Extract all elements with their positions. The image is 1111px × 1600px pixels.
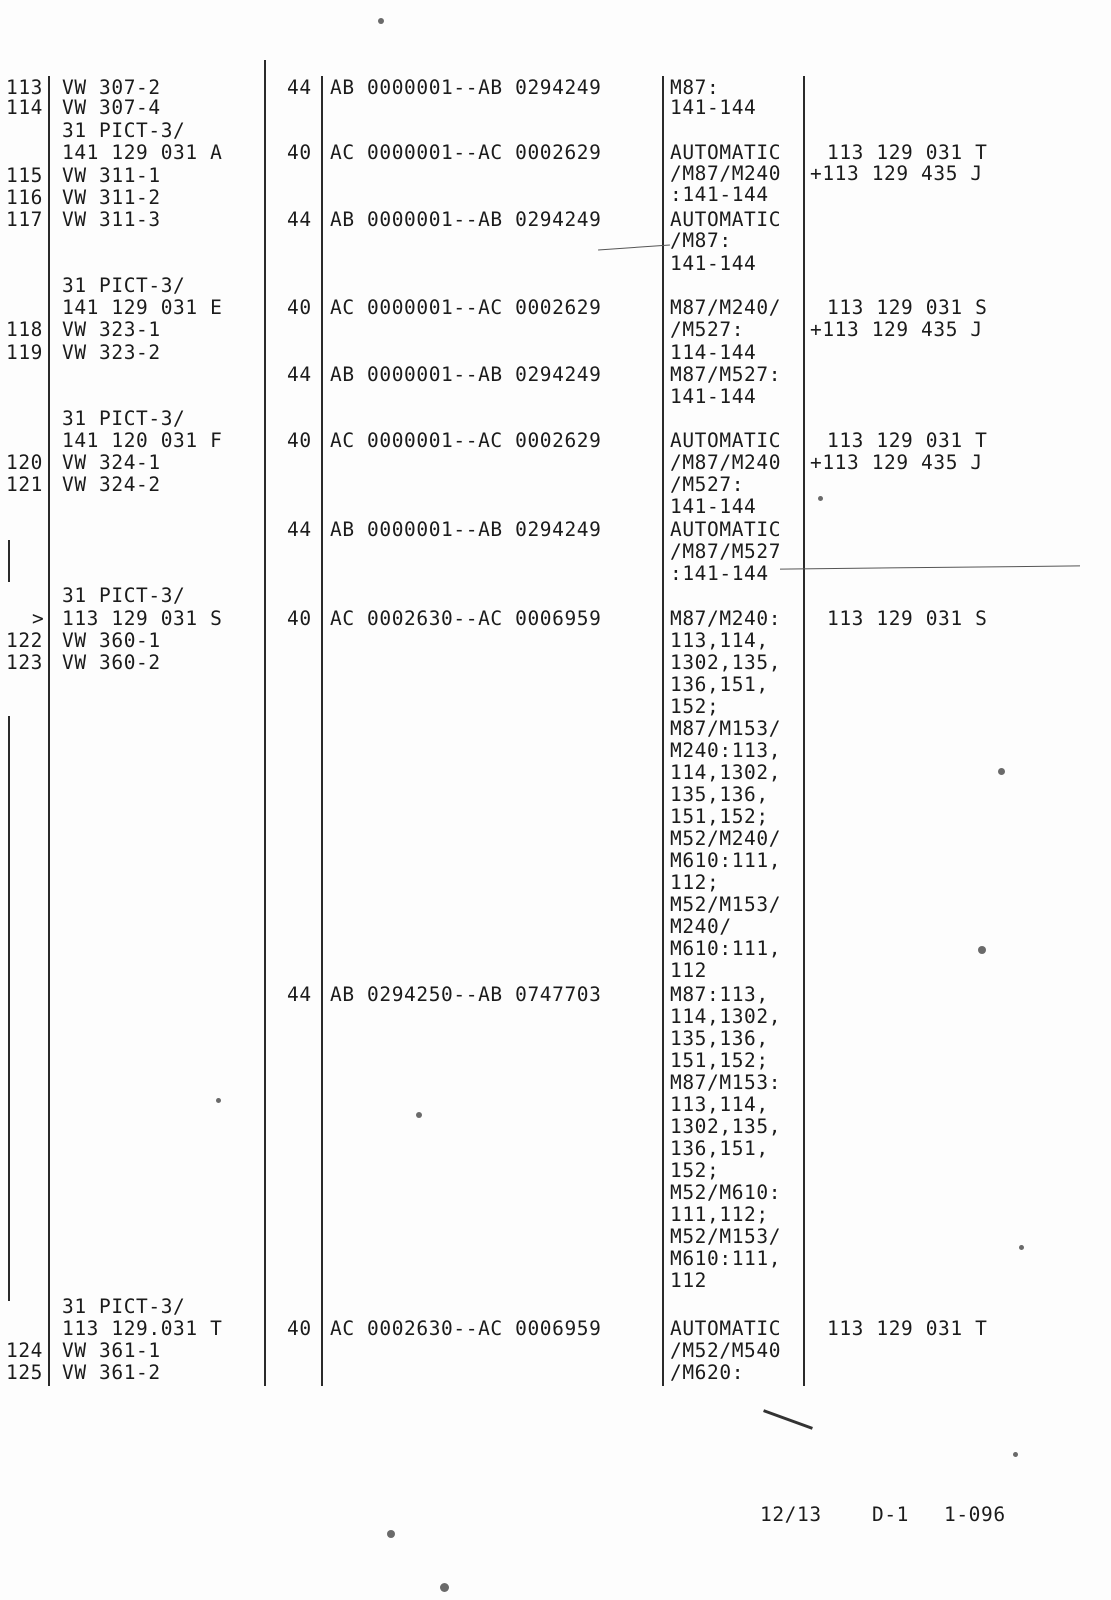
speck (378, 18, 384, 24)
application: M87/M153/ (670, 717, 782, 740)
application: :141-144 (670, 183, 769, 206)
application: 113,114, (670, 1093, 769, 1116)
application: 136,151, (670, 1137, 769, 1160)
application: /M87/M527 (670, 540, 782, 563)
model-code: VW 324-1 (62, 451, 161, 474)
application: M52/M610: (670, 1181, 782, 1204)
reference: 113 129 031 T (827, 141, 988, 164)
application: M610:111, (670, 937, 782, 960)
application: /M87: (670, 229, 732, 252)
margin-bar-1 (8, 540, 10, 582)
speck (1013, 1452, 1018, 1457)
application: 141-144 (670, 385, 757, 408)
application: 112 (670, 1269, 708, 1292)
speck (978, 946, 986, 954)
application: /M527: (670, 473, 745, 496)
reference: +113 129 435 J (810, 451, 983, 474)
part-number: 141 120 031 F (62, 429, 223, 452)
serial-range: AB 0000001--AB 0294249 (330, 208, 602, 231)
application: /M52/M540 (670, 1339, 782, 1362)
quantity: 40 (287, 296, 312, 319)
row-number: 124 (6, 1339, 44, 1362)
application: 113,114, (670, 629, 769, 652)
application: M87/M240/ (670, 296, 782, 319)
reference: 113 129 031 T (827, 1317, 988, 1340)
serial-range: AC 0000001--AC 0002629 (330, 429, 602, 452)
range-divider (662, 76, 664, 1386)
application: M87: (670, 76, 720, 99)
description: 31 PICT-3/ (62, 119, 186, 142)
application: 111,112; (670, 1203, 769, 1226)
row-number: 115 (6, 164, 44, 187)
quantity: 40 (287, 607, 312, 630)
quantity: 44 (287, 363, 312, 386)
row-number: 122 (6, 629, 44, 652)
row-number: 117 (6, 208, 44, 231)
application: M52/M240/ (670, 827, 782, 850)
reference: 113 129 031 S (827, 296, 988, 319)
description-divider (264, 60, 266, 1386)
application: 141-144 (670, 96, 757, 119)
footer-code: 1-096 (944, 1503, 1006, 1526)
row-number: 113 (6, 76, 44, 99)
serial-range: AB 0000001--AB 0294249 (330, 363, 602, 386)
model-code: VW 311-2 (62, 186, 161, 209)
application: /M87/M240 (670, 451, 782, 474)
reference: 113 129 031 S (827, 607, 988, 630)
row-number: 118 (6, 318, 44, 341)
model-code: VW 324-2 (62, 473, 161, 496)
row-number: 116 (6, 186, 44, 209)
application: M610:111, (670, 1247, 782, 1270)
application: 151,152; (670, 805, 769, 828)
quantity: 40 (287, 141, 312, 164)
application: 135,136, (670, 783, 769, 806)
row-number: 119 (6, 341, 44, 364)
speck (1019, 1245, 1024, 1250)
quantity: 40 (287, 429, 312, 452)
description: 31 PICT-3/ (62, 274, 186, 297)
application: M52/M153/ (670, 1225, 782, 1248)
model-code: VW 361-2 (62, 1361, 161, 1384)
row-number: 125 (6, 1361, 44, 1384)
model-code: VW 311-3 (62, 208, 161, 231)
application: 152; (670, 695, 720, 718)
stray-line (780, 565, 1080, 569)
part-number: 113 129.031 T (62, 1317, 223, 1340)
application: M87:113, (670, 983, 769, 1006)
application: AUTOMATIC (670, 518, 782, 541)
application: /M527: (670, 318, 745, 341)
application: M240/ (670, 915, 732, 938)
model-code: VW 361-1 (62, 1339, 161, 1362)
quantity: 40 (287, 1317, 312, 1340)
serial-range: AC 0000001--AC 0002629 (330, 296, 602, 319)
speck (998, 768, 1005, 775)
speck (416, 1112, 422, 1118)
quantity: 44 (287, 208, 312, 231)
reference: 113 129 031 T (827, 429, 988, 452)
application: AUTOMATIC (670, 1317, 782, 1340)
part-number: 141 129 031 A (62, 141, 223, 164)
quantity: 44 (287, 983, 312, 1006)
model-code: VW 307-4 (62, 96, 161, 119)
part-number: 141 129 031 E (62, 296, 223, 319)
serial-range: AB 0000001--AB 0294249 (330, 518, 602, 541)
description: 31 PICT-3/ (62, 1295, 186, 1318)
application: 112 (670, 959, 708, 982)
application: M87/M527: (670, 363, 782, 386)
application: 141-144 (670, 495, 757, 518)
application: AUTOMATIC (670, 141, 782, 164)
quantity: 44 (287, 518, 312, 541)
rownum-divider (48, 76, 50, 1386)
stray-line (598, 244, 670, 250)
application: M87/M240: (670, 607, 782, 630)
row-number: 114 (6, 96, 44, 119)
serial-range: AB 0294250--AB 0747703 (330, 983, 602, 1006)
stray-line (763, 1409, 813, 1430)
serial-range: AB 0000001--AB 0294249 (330, 76, 602, 99)
serial-range: AC 0002630--AC 0006959 (330, 1317, 602, 1340)
model-code: VW 360-1 (62, 629, 161, 652)
description: 31 PICT-3/ (62, 407, 186, 430)
application: M52/M153/ (670, 893, 782, 916)
model-code: VW 311-1 (62, 164, 161, 187)
model-code: VW 360-2 (62, 651, 161, 674)
application: 136,151, (670, 673, 769, 696)
application: /M620: (670, 1361, 745, 1384)
serial-range: AC 0000001--AC 0002629 (330, 141, 602, 164)
application: /M87/M240 (670, 162, 782, 185)
application: 152; (670, 1159, 720, 1182)
serial-range: AC 0002630--AC 0006959 (330, 607, 602, 630)
application: M610:111, (670, 849, 782, 872)
application-divider (803, 76, 805, 1386)
application: 114,1302, (670, 1005, 782, 1028)
row-number: 123 (6, 651, 44, 674)
model-code: VW 307-2 (62, 76, 161, 99)
quantity: 44 (287, 76, 312, 99)
application: 141-144 (670, 252, 757, 275)
application: 151,152; (670, 1049, 769, 1072)
description: 31 PICT-3/ (62, 584, 186, 607)
margin-bar-2 (8, 716, 10, 1301)
application: 1302,135, (670, 651, 782, 674)
application: 112; (670, 871, 720, 894)
application: AUTOMATIC (670, 429, 782, 452)
speck (818, 496, 823, 501)
application: 135,136, (670, 1027, 769, 1050)
reference: +113 129 435 J (810, 318, 983, 341)
speck (440, 1583, 449, 1592)
part-number: 113 129 031 S (62, 607, 223, 630)
footer-page: 12/13 (760, 1503, 822, 1526)
application: 114,1302, (670, 761, 782, 784)
row-number: 120 (6, 451, 44, 474)
speck (387, 1530, 395, 1538)
speck (216, 1098, 221, 1103)
reference: +113 129 435 J (810, 162, 983, 185)
model-code: VW 323-2 (62, 341, 161, 364)
application: AUTOMATIC (670, 208, 782, 231)
application: M87/M153: (670, 1071, 782, 1094)
application: :141-144 (670, 562, 769, 585)
model-code: VW 323-1 (62, 318, 161, 341)
row-marker: > (32, 607, 45, 630)
application: M240:113, (670, 739, 782, 762)
qty-divider (321, 76, 323, 1386)
footer-section: D-1 (872, 1503, 910, 1526)
application: 1302,135, (670, 1115, 782, 1138)
row-number: 121 (6, 473, 44, 496)
application: 114-144 (670, 341, 757, 364)
